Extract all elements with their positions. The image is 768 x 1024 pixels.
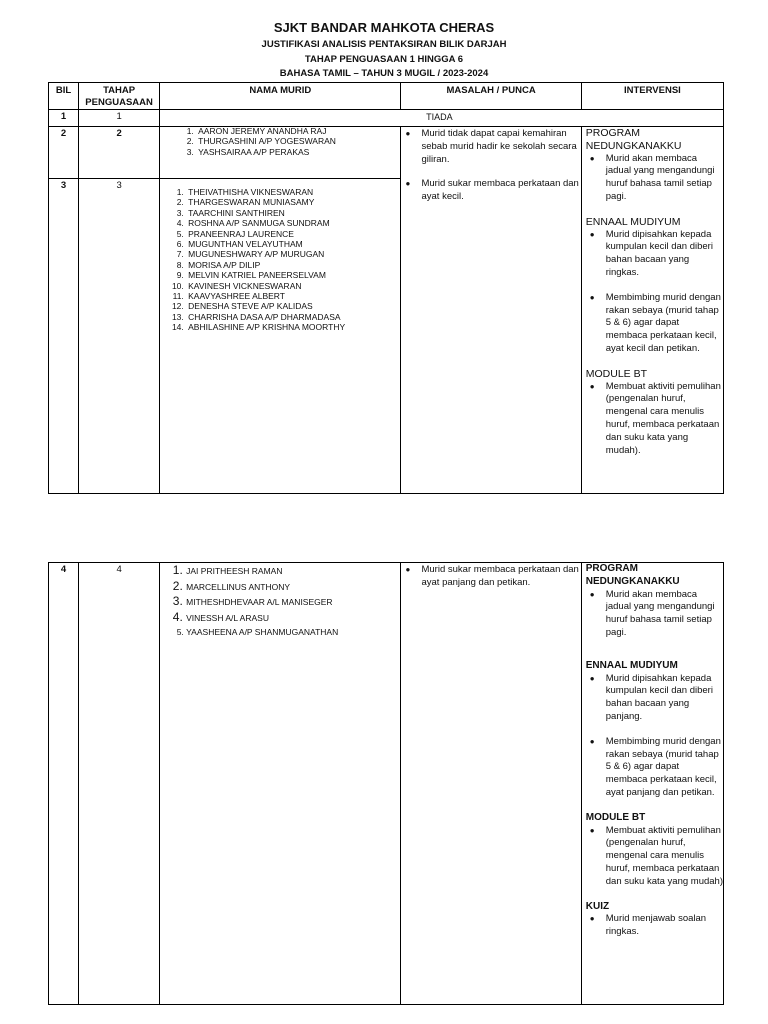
ennaal-title: ENNAAL MUDIYUM — [585, 659, 678, 671]
row3-tahap: 3 — [79, 179, 160, 494]
student-name: 11. KAAVYASHREE ALBERT — [186, 291, 400, 301]
row4-bil: 4 — [49, 563, 79, 1005]
masalah-item: ● Murid sukar membaca perkataan dan ayat kecil. — [421, 178, 580, 204]
document-subtitle: JUSTIFIKASI ANALISIS PENTAKSIRAN BILIK DARJAH — [261, 39, 507, 50]
student-name: 3. YASHSAIRAA A/P PERAKAS — [196, 147, 400, 157]
kuiz-title: KUIZ — [585, 900, 610, 912]
row4-tahap: 4 — [79, 563, 160, 1005]
student-name: 5. PRANEENRAJ LAURENCE — [186, 229, 400, 239]
row1-nama: TIADA — [160, 110, 724, 127]
student-name: 4. ROSHNA A/P SANMUGA SUNDRAM — [186, 218, 400, 228]
intervensi-item: ● Murid dipisahkan kepada kumpulan kecil dan diberi bahan bacaan yang ringkas. — [606, 229, 723, 280]
student-name: 8. MORISA A/P DILIP — [186, 260, 400, 270]
module-title: MODULE BT — [585, 811, 646, 823]
col-header-nama: NAMA MURID — [160, 83, 401, 110]
analysis-table-page2 — [48, 562, 724, 1005]
row23-masalah — [401, 127, 581, 494]
row3-bil: 3 — [49, 179, 79, 494]
student-name: 6. MUGUNTHAN VELAYUTHAM — [186, 239, 400, 249]
student-name: 7. MUGUNESHWARY A/P MURUGAN — [186, 249, 400, 259]
ennaal-title: ENNAAL MUDIYUM — [585, 215, 681, 228]
student-name: 5. YAASHEENA A/P SHANMUGANATHAN — [186, 625, 400, 640]
row4-names — [160, 563, 401, 1005]
col-header-intervensi: INTERVENSI — [581, 83, 723, 110]
student-name: 10. KAVINESH VICKNESWARAN — [186, 281, 400, 291]
masalah-item: ● Murid sukar membaca perkataan dan ayat panjang dan petikan. — [421, 564, 580, 590]
student-name: 1. JAI PRITHEESH RAMAN — [186, 563, 400, 579]
row4-intervensi — [581, 563, 723, 1005]
student-name: 1. THEIVATHISHA VIKNESWARAN — [186, 187, 400, 197]
row2-tahap: 2 — [79, 127, 160, 179]
student-name: 14. ABHILASHINE A/P KRISHNA MOORTHY — [186, 322, 400, 332]
row4-masalah — [401, 563, 581, 1005]
program-title: PROGRAM NEDUNGKANAKKU — [585, 127, 682, 152]
student-name: 9. MELVIN KATRIEL PANEERSELVAM — [186, 270, 400, 280]
table-row — [49, 127, 724, 179]
intervensi-item: ● Murid akan membaca jadual yang mengandungi huruf bahasa tamil setiap pagi. — [606, 153, 723, 204]
row2-bil: 2 — [49, 127, 79, 179]
student-name: 3. MITHESHDHEVAAR A/L MANISEGER — [186, 594, 400, 610]
student-name: 2. THARGESWARAN MUNIASAMY — [186, 197, 400, 207]
table-row — [49, 563, 724, 1005]
intervensi-item: ● Membimbing murid dengan rakan sebaya (murid tahap 5 & 6) agar dapat membaca perkataan kecil, ayat kecil dan petikan. — [606, 292, 723, 356]
col-header-tahap: TAHAP PENGUASAAN — [79, 83, 160, 110]
intervensi-item: ● Murid akan membaca jadual yang mengandungi huruf bahasa tamil setiap pagi. — [606, 589, 723, 640]
intervensi-item: ● Murid dipisahkan kepada kumpulan kecil dan diberi bahan bacaan yang panjang. — [606, 673, 723, 724]
row23-intervensi — [581, 127, 723, 494]
intervensi-item: ● Membuat aktiviti pemulihan (pengenalan huruf, mengenal cara menulis huruf, membaca perkataan dan suku kata yang mudah). — [606, 381, 723, 458]
student-name: 13. CHARRISHA DASA A/P DHARMADASA — [186, 312, 400, 322]
student-name: 4. VINESSH A/L ARASU — [186, 610, 400, 626]
masalah-item: ● Murid tidak dapat capai kemahiran sebab murid hadir ke sekolah secara giliran. — [421, 128, 580, 166]
student-name: 12. DENESHA STEVE A/P KALIDAS — [186, 301, 400, 311]
intervensi-item: ● Murid menjawab soalan ringkas. — [606, 913, 723, 939]
col-header-masalah: MASALAH / PUNCA — [401, 83, 581, 110]
level-range: TAHAP PENGUASAAN 1 HINGGA 6 — [304, 54, 464, 65]
row3-names — [160, 179, 401, 494]
module-title: MODULE BT — [585, 367, 648, 380]
school-title: SJKT BANDAR MAHKOTA CHERAS — [273, 20, 495, 35]
table-header-row — [49, 83, 724, 110]
subject-class-year: BAHASA TAMIL – TAHUN 3 MUGIL / 2023-2024 — [279, 68, 489, 79]
col-header-bil: BIL — [49, 83, 79, 110]
row1-bil: 1 — [49, 110, 79, 127]
program-title: PROGRAM NEDUNGKANAKKU — [585, 563, 680, 587]
row2-names — [160, 127, 401, 179]
student-name: 1. AARON JEREMY ANANDHA RAJ — [196, 126, 400, 136]
analysis-table-page1 — [48, 82, 724, 494]
student-name: 2. MARCELLINUS ANTHONY — [186, 579, 400, 595]
row1-tahap: 1 — [79, 110, 160, 127]
intervensi-item: ● Membuat aktiviti pemulihan (pengenalan huruf, mengenal cara menulis huruf, membaca perkataan dan suku kata yang mudah) — [606, 825, 723, 889]
student-name: 3. TAARCHINI SANTHIREN — [186, 208, 400, 218]
intervensi-item: ● Membimbing murid dengan rakan sebaya (murid tahap 5 & 6) agar dapat membaca perkataan kecil, ayat panjang dan petikan. — [606, 736, 723, 800]
student-name: 2. THURGASHINI A/P YOGESWARAN — [196, 136, 400, 146]
table-row — [49, 110, 724, 127]
